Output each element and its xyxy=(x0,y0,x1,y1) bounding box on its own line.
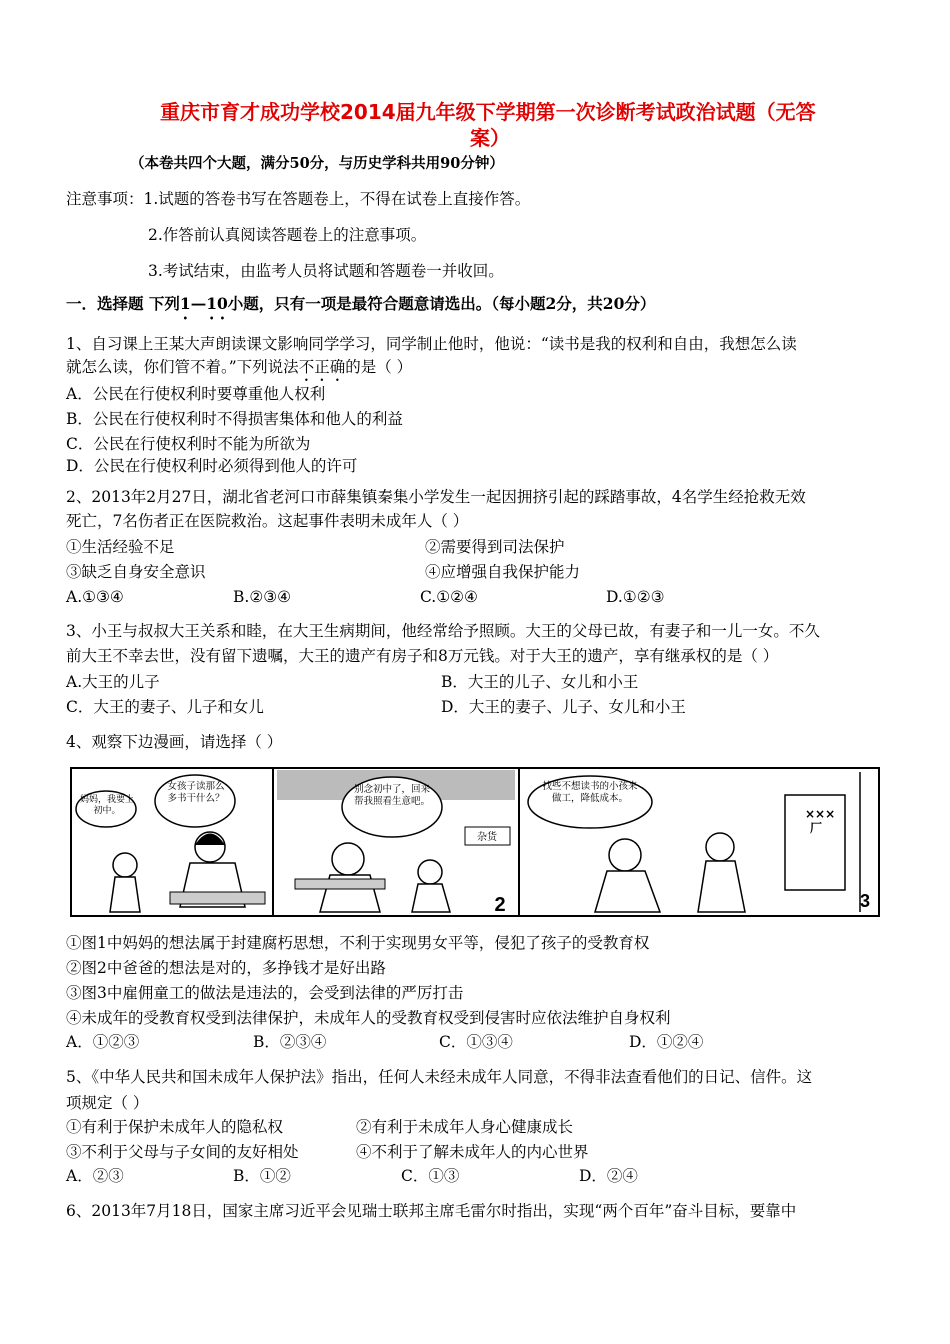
title-line-2: 案） xyxy=(470,126,510,150)
panel-2-number: 2 xyxy=(494,894,506,916)
title-line-1: 重庆市育才成功学校2014届九年级下学期第一次诊断考试政治试题（无答 xyxy=(160,100,816,124)
q5-choice-c: C．①③ xyxy=(401,1167,460,1185)
q4-item-3: ③图3中雇佣童工的做法是违法的，会受到法律的严厉打击 xyxy=(66,984,464,1002)
panel-3-factory-sign: ×××厂 xyxy=(805,807,836,835)
panel-2-bubble-father: 别念初中了，回来帮我照看生意吧。 xyxy=(353,784,430,807)
panel-2-shop-sign: 杂货 xyxy=(477,832,497,843)
q4-item-2: ②图2中爸爸的想法是对的，多挣钱才是好出路 xyxy=(66,959,386,977)
q5-item-4: ④不利于了解未成年人的内心世界 xyxy=(356,1143,589,1161)
q2-stem-line-2: 死亡，7名伤者正在医院救治。这起事件表明未成年人（ ） xyxy=(66,512,469,530)
q5-choice-d: D．②④ xyxy=(579,1167,638,1185)
section-1-prefix: 一．选择题 下列 xyxy=(66,294,180,313)
section-1-range: 1—10 xyxy=(179,294,228,313)
q2-item-2: ②需要得到司法保护 xyxy=(425,538,565,556)
section-1-heading xyxy=(66,293,655,323)
q5-choice-b: B．①② xyxy=(233,1167,291,1185)
q4-choice-c: C．①③④ xyxy=(439,1033,513,1051)
q2-item-4: ④应增强自我保护能力 xyxy=(425,563,581,581)
q2-item-3: ③缺乏自身安全意识 xyxy=(66,563,206,581)
q5-item-3: ③不利于父母与子女间的友好相处 xyxy=(66,1143,299,1161)
q2-choice-a: A.①③④ xyxy=(66,588,124,606)
q3-stem-line-2: 前大王不幸去世，没有留下遗嘱，大王的遗产有房子和8万元钱。对于大王的遗产，享有继承权的是（ ） xyxy=(66,647,779,665)
q1-stem-part: 就怎么读，你们管不着。”下列说法 xyxy=(66,358,299,376)
q2-choice-d: D.①②③ xyxy=(606,588,665,606)
q5-stem-line-1: 5、《中华人民共和国未成年人保护法》指出，任何人未经未成年人同意，不得非法查看他们的日记、信件。这 xyxy=(66,1068,813,1086)
q4-item-1: ①图1中妈妈的想法属于封建腐朽思想，不利于实现男女平等，侵犯了孩子的受教育权 xyxy=(66,934,650,952)
q4-item-4: ④未成年的受教育权受到法律保护，未成年人的受教育权受到侵害时应依法维护自身权利 xyxy=(66,1009,671,1027)
q2-stem-line-1: 2、2013年2月27日，湖北省老河口市薛集镇秦集小学发生一起因拥挤引起的踩踏事故，4名学生经抢救无效 xyxy=(66,488,806,506)
q1-option-b: B．公民在行使权利时不得损害集体和他人的利益 xyxy=(66,410,403,428)
q1-stem-end: 的是（ ） xyxy=(345,358,413,376)
q4-stem: 4、观察下边漫画，请选择（ ） xyxy=(66,733,283,751)
q3-option-a: A.大王的儿子 xyxy=(66,673,160,691)
panel-1-bubble-child: 妈妈，我要上初中。 xyxy=(80,795,135,816)
q3-stem-line-1: 3、小王与叔叔大王关系和睦，在大王生病期间，他经常给予照顾。大王的父母已故，有妻子和一儿一女。不久 xyxy=(66,622,820,640)
q3-option-b: B．大王的儿子、女儿和小王 xyxy=(441,673,639,691)
q5-stem-line-2: 项规定（ ） xyxy=(66,1094,149,1112)
panel-3-bubble-boss: 找些不想读书的小孩来做工，降低成本。 xyxy=(542,781,638,804)
q6-stem-line-1: 6、2013年7月18日，国家主席习近平会见瑞士联邦主席毛雷尔时指出，实现“两个百年”奋斗目标，要靠中 xyxy=(66,1202,797,1220)
note-3: 3.考试结束，由监考人员将试题和答题卷一并收回。 xyxy=(148,262,504,280)
q4-choice-a: A．①②③ xyxy=(66,1033,140,1051)
q5-choice-a: A．②③ xyxy=(66,1167,124,1185)
q1-option-c: C．公民在行使权利时不能为所欲为 xyxy=(66,435,311,453)
panel-3-number: 3 xyxy=(859,891,870,911)
note-1: 注意事项：1.试题的答卷书写在答题卷上，不得在试卷上直接作答。 xyxy=(66,190,531,208)
comic-strip-image xyxy=(70,767,880,917)
q2-choice-b: B.②③④ xyxy=(233,588,292,606)
q2-item-1: ①生活经验不足 xyxy=(66,538,175,556)
q1-option-d: D．公民在行使权利时必须得到他人的许可 xyxy=(66,457,358,475)
q2-choice-c: C.①②④ xyxy=(420,588,478,606)
q3-option-d: D．大王的妻子、儿子、女儿和小王 xyxy=(441,698,686,716)
q4-choice-b: B．②③④ xyxy=(253,1033,327,1051)
q5-item-2: ②有利于未成年人身心健康成长 xyxy=(356,1118,574,1136)
exam-subtitle: （本卷共四个大题，满分50分，与历史学科共用90分钟） xyxy=(130,155,504,172)
exam-title xyxy=(160,99,890,151)
q3-option-c: C．大王的妻子、儿子和女儿 xyxy=(66,698,264,716)
q4-choice-d: D．①②④ xyxy=(629,1033,704,1051)
section-1-instructions: 小题，只有一项是最符合题意请选出。（每小题2分，共20分） xyxy=(227,294,656,313)
q1-emphasis: 不正确 xyxy=(298,358,346,376)
panel-1-bubble-mother: 女孩子读那么多书干什么？ xyxy=(167,781,225,804)
q1-stem-line-2 xyxy=(66,356,412,385)
q1-stem-line-1: 1、自习课上王某大声朗读课文影响同学学习，同学制止他时，他说：“读书是我的权利和自由，我想怎么读 xyxy=(66,335,797,353)
q1-option-a: A．公民在行使权利时要尊重他人权利 xyxy=(66,385,326,403)
q5-item-1: ①有利于保护未成年人的隐私权 xyxy=(66,1118,284,1136)
note-2: 2.作答前认真阅读答题卷上的注意事项。 xyxy=(148,226,427,244)
